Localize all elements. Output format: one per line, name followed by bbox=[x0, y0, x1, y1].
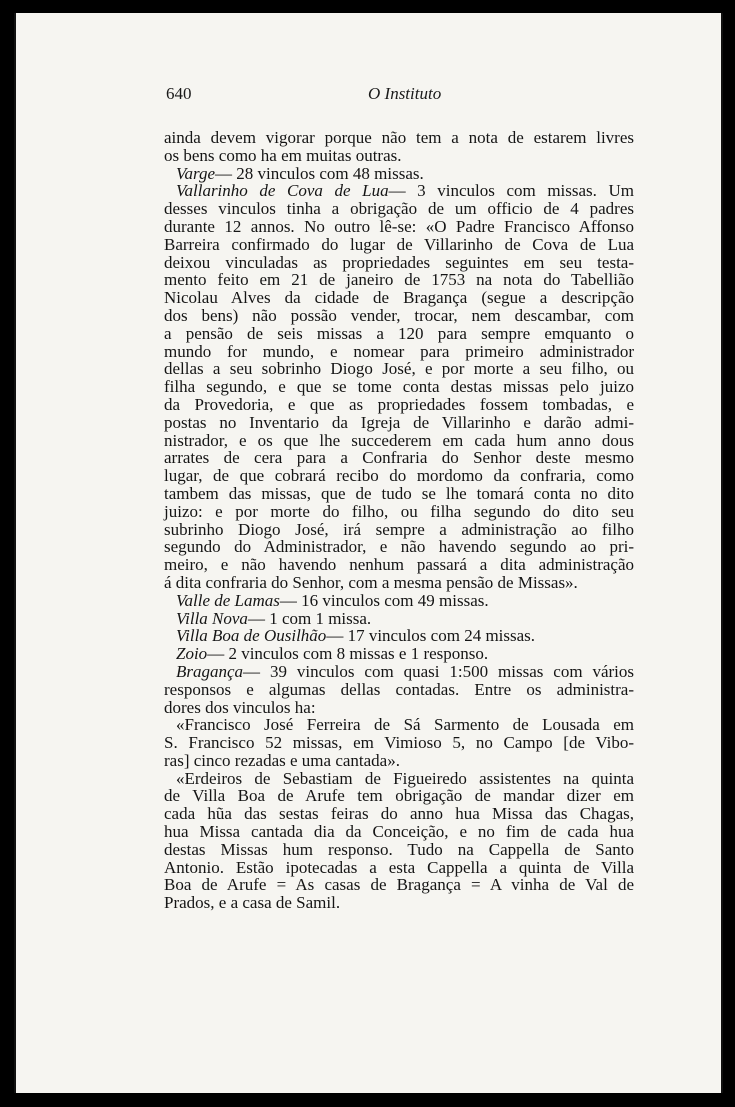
text-line bbox=[164, 485, 634, 503]
entry-text: — 1 com 1 missa. bbox=[247, 608, 372, 628]
entry-text: — 16 vinculos com 49 missas. bbox=[279, 590, 489, 610]
line-text: Barreira confirmado do lugar de Villarinho de Cova de Lua bbox=[164, 234, 634, 254]
text-line bbox=[164, 787, 634, 805]
text-line bbox=[164, 289, 634, 307]
line-text: dellas a seu sobrinho Diogo José, e por morte a seu filho, ou bbox=[164, 359, 634, 379]
line-text: a pensão de seis missas a 120 para sempre emquanto o bbox=[164, 323, 634, 343]
text-line bbox=[164, 716, 634, 734]
entry-valle-de-lamas bbox=[164, 592, 634, 610]
text-line bbox=[164, 467, 634, 485]
text-line bbox=[164, 699, 634, 717]
entry-braganca bbox=[164, 663, 634, 716]
entry-text: — 17 vinculos com 24 missas. bbox=[326, 626, 536, 646]
line-text: Antonio. Estão ipotecadas a esta Cappella a quinta de Villa bbox=[164, 857, 634, 877]
line-text: nistrador, e os que lhe succederem em cada hum anno dous bbox=[164, 430, 634, 450]
line-text: mundo for mundo, e nomear para primeiro administrador bbox=[164, 341, 634, 361]
text-line bbox=[164, 734, 634, 752]
line-text: «Francisco José Ferreira de Sá Sarmento de Lousada em bbox=[176, 715, 634, 735]
line-text: cada hũa das sestas feiras do anno hua Missa das Chagas, bbox=[164, 804, 634, 824]
place-name: Varge bbox=[176, 163, 216, 183]
paragraph-continuation bbox=[164, 129, 634, 165]
line-text: Prados, e a casa de Samil. bbox=[164, 893, 341, 913]
text-line bbox=[164, 574, 634, 592]
text-line bbox=[164, 859, 634, 877]
line-text: filha segundo, e que se tome conta destas missas pelo juizo bbox=[164, 377, 634, 397]
text-line bbox=[164, 307, 634, 325]
line-text: Nicolau Alves da cidade de Bragança (segue a descripção bbox=[164, 288, 634, 308]
line-text: da Provedoria, e que as propriedades fossem tombadas, e bbox=[164, 394, 634, 414]
page-number: 640 bbox=[166, 84, 192, 103]
line-text: lugar, de que cobrará recibo do mordomo da confraria, como bbox=[164, 466, 634, 486]
place-name: Villa Boa de Ousilhão bbox=[176, 626, 327, 646]
line-text: responsos e algumas dellas contadas. Entre os administra- bbox=[164, 679, 634, 699]
line-text: «Erdeiros de Sebastiam de Figueiredo assistentes na quinta bbox=[176, 768, 634, 788]
text-line bbox=[164, 876, 634, 894]
line-text: ras] cinco rezadas e uma cantada». bbox=[164, 750, 400, 770]
text-line bbox=[164, 218, 634, 236]
text-line bbox=[164, 752, 634, 770]
text-line bbox=[164, 521, 634, 539]
text-line bbox=[164, 823, 634, 841]
line-text: dores dos vinculos ha: bbox=[164, 697, 316, 717]
line-text: S. Francisco 52 missas, em Vimioso 5, no Campo [de Vibo- bbox=[164, 733, 634, 753]
text-line bbox=[164, 432, 634, 450]
entry-text: — 28 vinculos com 48 missas. bbox=[215, 163, 424, 183]
text-line bbox=[164, 894, 634, 912]
running-title: O Instituto bbox=[368, 84, 442, 103]
line-text: á dita confraria do Senhor, com a mesma pensão de Missas». bbox=[164, 572, 578, 592]
line-text: hua Missa cantada dia da Conceição, e no fim de cada hua bbox=[164, 822, 634, 842]
book-page bbox=[14, 13, 723, 1093]
line-text: dos bens) não possão vender, trocar, nem descambar, com bbox=[164, 305, 634, 325]
line-text: juizo: e por morte do filho, ou filha segundo do dito seu bbox=[164, 501, 634, 521]
line-text: subrinho Diogo José, irá sempre a administração ao filho bbox=[164, 519, 634, 539]
entry-villa-nova bbox=[164, 610, 634, 628]
line-text: Boa de Arufe = As casas de Bragança = A vinha de Val de bbox=[164, 875, 634, 895]
line-text: postas no Inventario da Igreja de Villarinho e darão admi- bbox=[164, 412, 634, 432]
text-line bbox=[164, 556, 634, 574]
text-line bbox=[164, 360, 634, 378]
place-name: Bragança bbox=[176, 661, 244, 681]
text-line bbox=[164, 271, 634, 289]
line-text: segundo do Administrador, e não havendo segundo ao pri- bbox=[164, 537, 634, 557]
text-line bbox=[164, 343, 634, 361]
text-line bbox=[164, 449, 634, 467]
line-text: — 3 vinculos com missas. Um bbox=[388, 181, 634, 201]
page-header bbox=[166, 84, 636, 108]
text-line: os bens como ha em muitas outras. bbox=[164, 145, 402, 165]
line-text: de Villa Boa de Arufe tem obrigação de mandar dizer em bbox=[164, 786, 634, 806]
line-text: desses vinculos tinha a obrigação de um officio de 4 padres bbox=[164, 199, 634, 219]
place-name: Zoio bbox=[176, 644, 208, 664]
entry-villa-boa-de-ousilhao bbox=[164, 627, 634, 645]
text-line bbox=[164, 503, 634, 521]
text-line bbox=[164, 254, 634, 272]
text-line bbox=[164, 414, 634, 432]
text-line bbox=[164, 236, 634, 254]
text-line bbox=[164, 396, 634, 414]
line-text: arrates de cera para a Confraria do Senhor deste mesmo bbox=[164, 448, 634, 468]
text-line bbox=[164, 325, 634, 343]
line-text: durante 12 annos. No outro lê-se: «O Padre Francisco Affonso bbox=[164, 216, 634, 236]
text-line bbox=[164, 805, 634, 823]
place-name: Vallarinho de Cova de Lua bbox=[176, 181, 389, 201]
text-line bbox=[164, 681, 634, 699]
place-name: Valle de Lamas bbox=[176, 590, 280, 610]
text-line bbox=[164, 538, 634, 556]
text-line bbox=[164, 841, 634, 859]
line-text: deixou vinculadas as propriedades seguintes em seu testa- bbox=[164, 252, 634, 272]
line-text: — 39 vinculos com quasi 1:500 missas com vários bbox=[243, 661, 634, 681]
text-line bbox=[164, 182, 634, 200]
text-line bbox=[164, 770, 634, 788]
entry-vallarinho bbox=[164, 182, 634, 591]
text-line bbox=[164, 378, 634, 396]
text-line bbox=[164, 200, 634, 218]
line-text: destas Missas hum responso. Tudo na Cappella de Santo bbox=[164, 839, 634, 859]
quotation-francisco bbox=[164, 716, 634, 769]
line-text: tambem das missas, que de tudo se lhe tomará conta no dito bbox=[164, 483, 634, 503]
entry-text: — 2 vinculos com 8 missas e 1 responso. bbox=[207, 644, 489, 664]
text-line: ainda devem vigorar porque não tem a nota de estarem livres bbox=[164, 128, 634, 147]
body-text bbox=[164, 129, 634, 912]
line-text: meiro, e não havendo nenhum passará a dita administração bbox=[164, 555, 634, 575]
entry-zoio bbox=[164, 645, 634, 663]
text-line bbox=[164, 663, 634, 681]
line-text: mento feito em 21 de janeiro de 1753 na nota do Tabellião bbox=[164, 270, 634, 290]
quotation-erdeiros bbox=[164, 770, 634, 912]
place-name: Villa Nova bbox=[176, 608, 248, 628]
entry-varge bbox=[164, 165, 634, 183]
